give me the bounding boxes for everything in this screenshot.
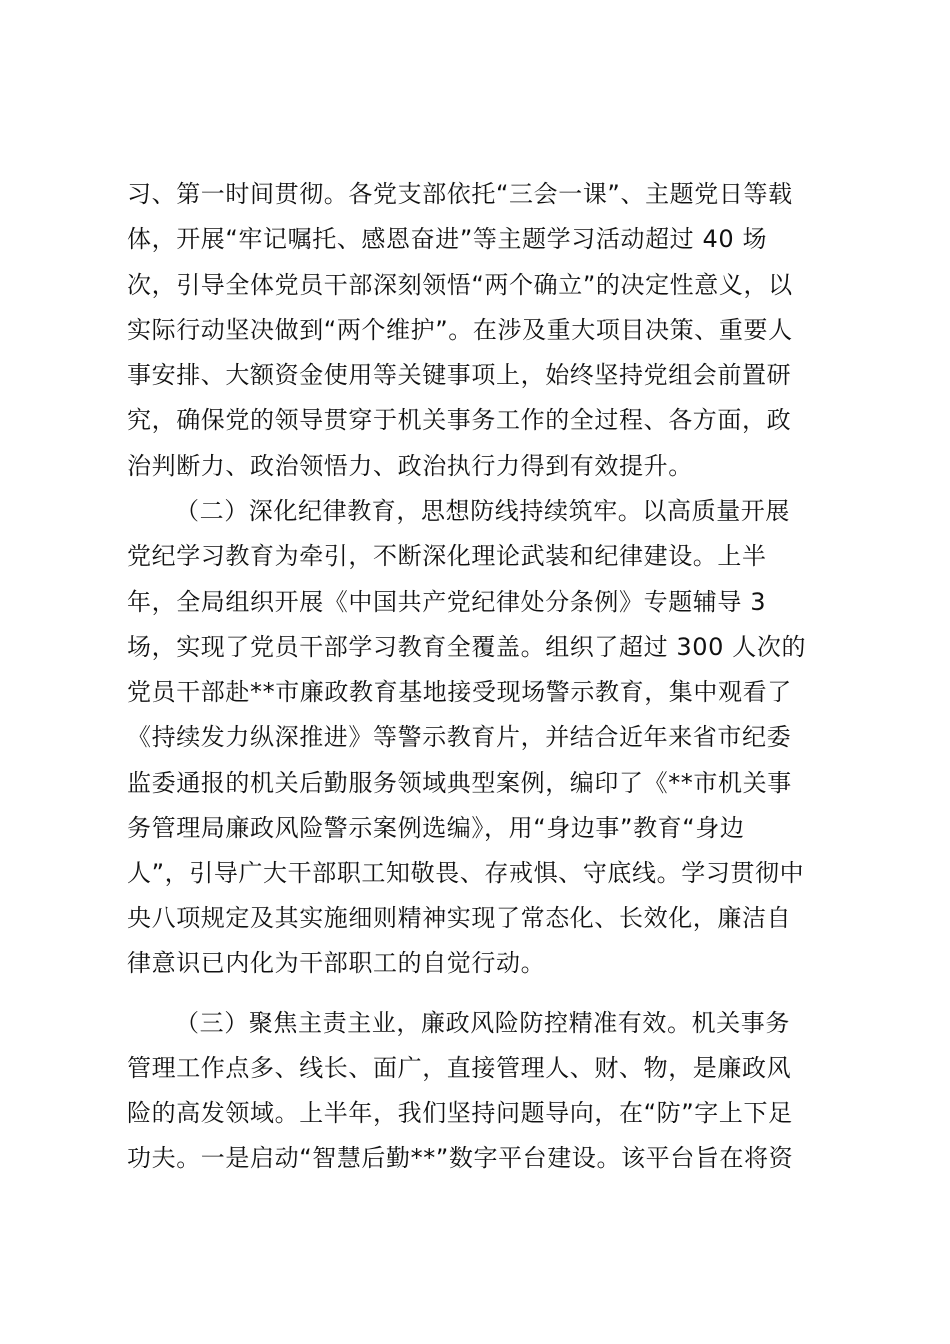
text-line: 人”，引导广大干部职工知敬畏、存戒惧、守底线。学习贯彻中 <box>127 859 805 887</box>
text-line: 事安排、大额资金使用等关键事项上，始终坚持党组会前置研 <box>127 361 792 389</box>
text-line: 究，确保党的领导贯穿于机关事务工作的全过程、各方面，政 <box>127 406 792 434</box>
text-line: 《持续发力纵深推进》等警示教育片，并结合近年来省市纪委 <box>127 723 792 751</box>
section-heading-3: （三）聚焦主责主业，廉政风险防控精准有效。机关事务 <box>175 1009 790 1037</box>
text-line: 央八项规定及其实施细则精神实现了常态化、长效化，廉洁自 <box>127 904 792 932</box>
section-heading-2: （二）深化纪律教育，思想防线持续筑牢。以高质量开展 <box>175 497 790 525</box>
text-line: 场，实现了党员干部学习教育全覆盖。组织了超过 300 人次的 <box>127 633 807 661</box>
text-line: 务管理局廉政风险警示案例选编》，用“身边事”教育“身边 <box>127 814 745 842</box>
text-line: 年，全局组织开展《中国共产党纪律处分条例》专题辅导 3 <box>127 588 767 616</box>
text-line: 实际行动坚决做到“两个维护”。在涉及重大项目决策、重要人 <box>127 316 793 344</box>
text-line: 习、第一时间贯彻。各党支部依托“三会一课”、主题党日等载 <box>127 180 793 208</box>
text-line: 体，开展“牢记嘱托、感恩奋进”等主题学习活动超过 40 场 <box>127 225 768 253</box>
text-line: 治判断力、政治领悟力、政治执行力得到有效提升。 <box>127 452 693 480</box>
text-line: 党员干部赴**市廉政教育基地接受现场警示教育，集中观看了 <box>127 678 792 706</box>
text-line: 次，引导全体党员干部深刻领悟“两个确立”的决定性意义，以 <box>127 271 793 299</box>
text-line: 险的高发领域。上半年，我们坚持问题导向，在“防”字上下足 <box>127 1099 793 1127</box>
text-line: 党纪学习教育为牵引，不断深化理论武装和纪律建设。上半 <box>127 542 767 570</box>
text-line: 监委通报的机关后勤服务领域典型案例，编印了《**市机关事 <box>127 769 792 797</box>
text-line: 律意识已内化为干部职工的自觉行动。 <box>127 949 546 977</box>
text-line: 管理工作点多、线长、面广，直接管理人、财、物，是廉政风 <box>127 1054 792 1082</box>
text-line: 功夫。一是启动“智慧后勤**”数字平台建设。该平台旨在将资 <box>127 1144 794 1172</box>
